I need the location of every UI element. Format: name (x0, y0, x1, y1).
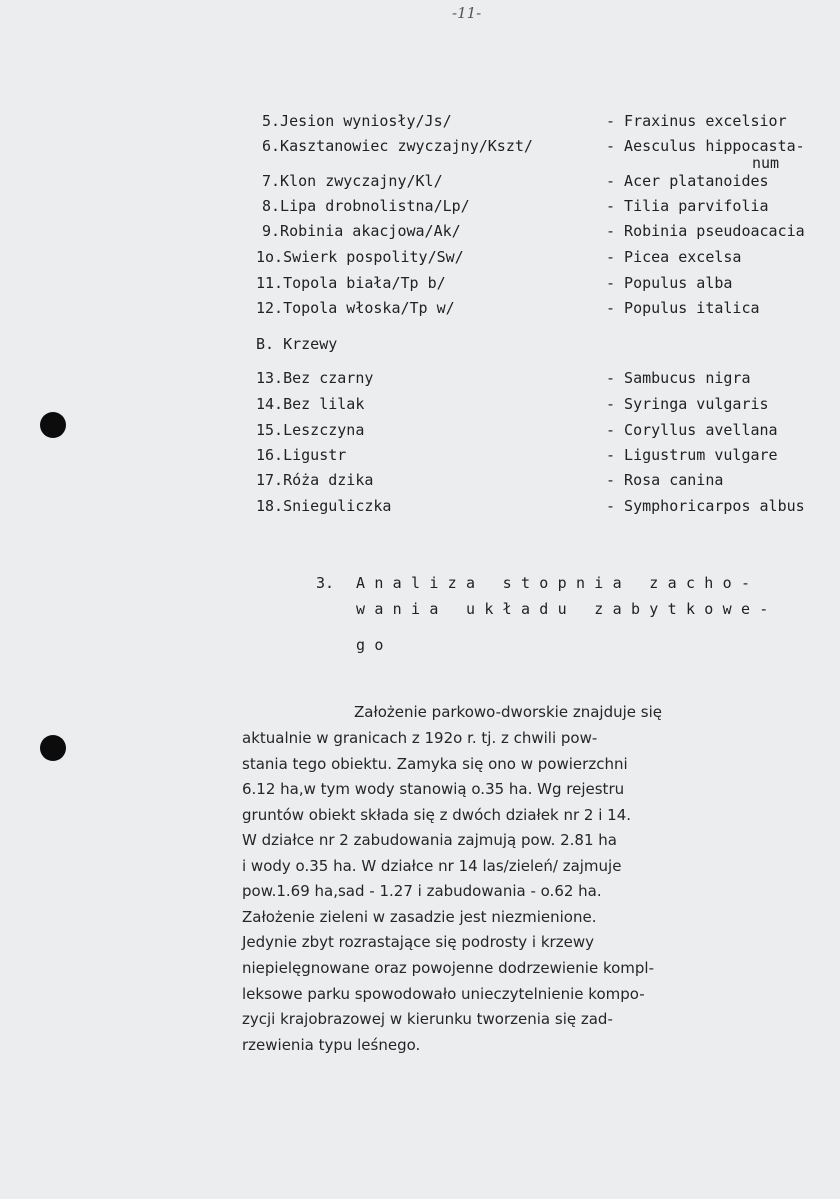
paragraph-line: aktualnie w granicach z 192o r. tj. z chwili pow- (242, 729, 598, 747)
paragraph-line: Założenie zieleni w zasadzie jest niezmienione. (242, 908, 597, 926)
paragraph-line: gruntów obiekt składa się z dwóch działek nr 2 i 14. (242, 806, 632, 824)
heading-line-1: Analiza stopnia zacho- (356, 574, 760, 592)
latin-name: - Coryllus avellana (606, 421, 778, 439)
latin-name: - Sambucus nigra (606, 369, 751, 387)
punch-hole-bottom (40, 735, 66, 761)
paragraph-line: Założenie parkowo-dworskie znajduje się (354, 703, 662, 721)
polish-name: 8.Lipa drobnolistna/Lp/ (262, 197, 470, 215)
heading-line-3: go (356, 636, 393, 654)
polish-name: 16.Ligustr (256, 446, 347, 464)
polish-name: 17.Róża dzika (256, 471, 374, 489)
latin-name: - Robinia pseudoacacia (606, 222, 805, 240)
latin-name: - Rosa canina (606, 471, 724, 489)
paragraph-line: Jedynie zbyt rozrastające się podrosty i krzewy (242, 933, 594, 951)
paragraph-line: rzewienia typu leśnego. (242, 1036, 421, 1054)
polish-name: 6.Kasztanowiec zwyczajny/Kszt/ (262, 137, 533, 155)
paragraph-line: leksowe parku spowodowało unieczytelnienie kompo- (242, 985, 645, 1003)
polish-name: 1o.Swierk pospolity/Sw/ (256, 248, 464, 266)
polish-name: 13.Bez czarny (256, 369, 374, 387)
latin-name: - Populus alba (606, 274, 733, 292)
paragraph-line: 6.12 ha,w tym wody stanowią o.35 ha. Wg rejestru (242, 780, 625, 798)
polish-name: 5.Jesion wyniosły/Js/ (262, 112, 452, 130)
latin-name: - Syringa vulgaris (606, 395, 769, 413)
polish-name: 9.Robinia akacjowa/Ak/ (262, 222, 461, 240)
latin-name: - Tilia parvifolia (606, 197, 769, 215)
section-number: 3. (316, 574, 335, 592)
paragraph-line: stania tego obiektu. Zamyka się ono w powierzchni (242, 755, 628, 773)
polish-name: 7.Klon zwyczajny/Kl/ (262, 172, 443, 190)
punch-hole-top (40, 412, 66, 438)
latin-name: - Populus italica (606, 299, 760, 317)
heading-line-2: wania układu zabytkowe- (356, 600, 778, 618)
latin-name: - Fraxinus excelsior (606, 112, 787, 130)
section-b-heading: B. Krzewy (256, 335, 338, 353)
latin-name-continuation: num (752, 154, 780, 172)
polish-name: 12.Topola włoska/Tp w/ (256, 299, 455, 317)
page-number: -11- (452, 4, 482, 22)
paragraph-line: W działce nr 2 zabudowania zajmują pow. 2.81 ha (242, 831, 617, 849)
latin-name: - Picea excelsa (606, 248, 742, 266)
latin-name: - Aesculus hippocasta- (606, 137, 805, 155)
paragraph-line: niepielęgnowane oraz powojenne dodrzewienie kompl- (242, 959, 654, 977)
latin-name: - Acer platanoides (606, 172, 769, 190)
polish-name: 15.Leszczyna (256, 421, 365, 439)
paragraph-line: pow.1.69 ha,sad - 1.27 i zabudowania - o.62 ha. (242, 882, 602, 900)
polish-name: 18.Snieguliczka (256, 497, 392, 515)
polish-name: 11.Topola biała/Tp b/ (256, 274, 446, 292)
latin-name: - Symphoricarpos albus (606, 497, 805, 515)
latin-name: - Ligustrum vulgare (606, 446, 778, 464)
paragraph-line: i wody o.35 ha. W działce nr 14 las/zieleń/ zajmuje (242, 857, 622, 875)
polish-name: 14.Bez lilak (256, 395, 365, 413)
paragraph-line: zycji krajobrazowej w kierunku tworzenia się zad- (242, 1010, 613, 1028)
